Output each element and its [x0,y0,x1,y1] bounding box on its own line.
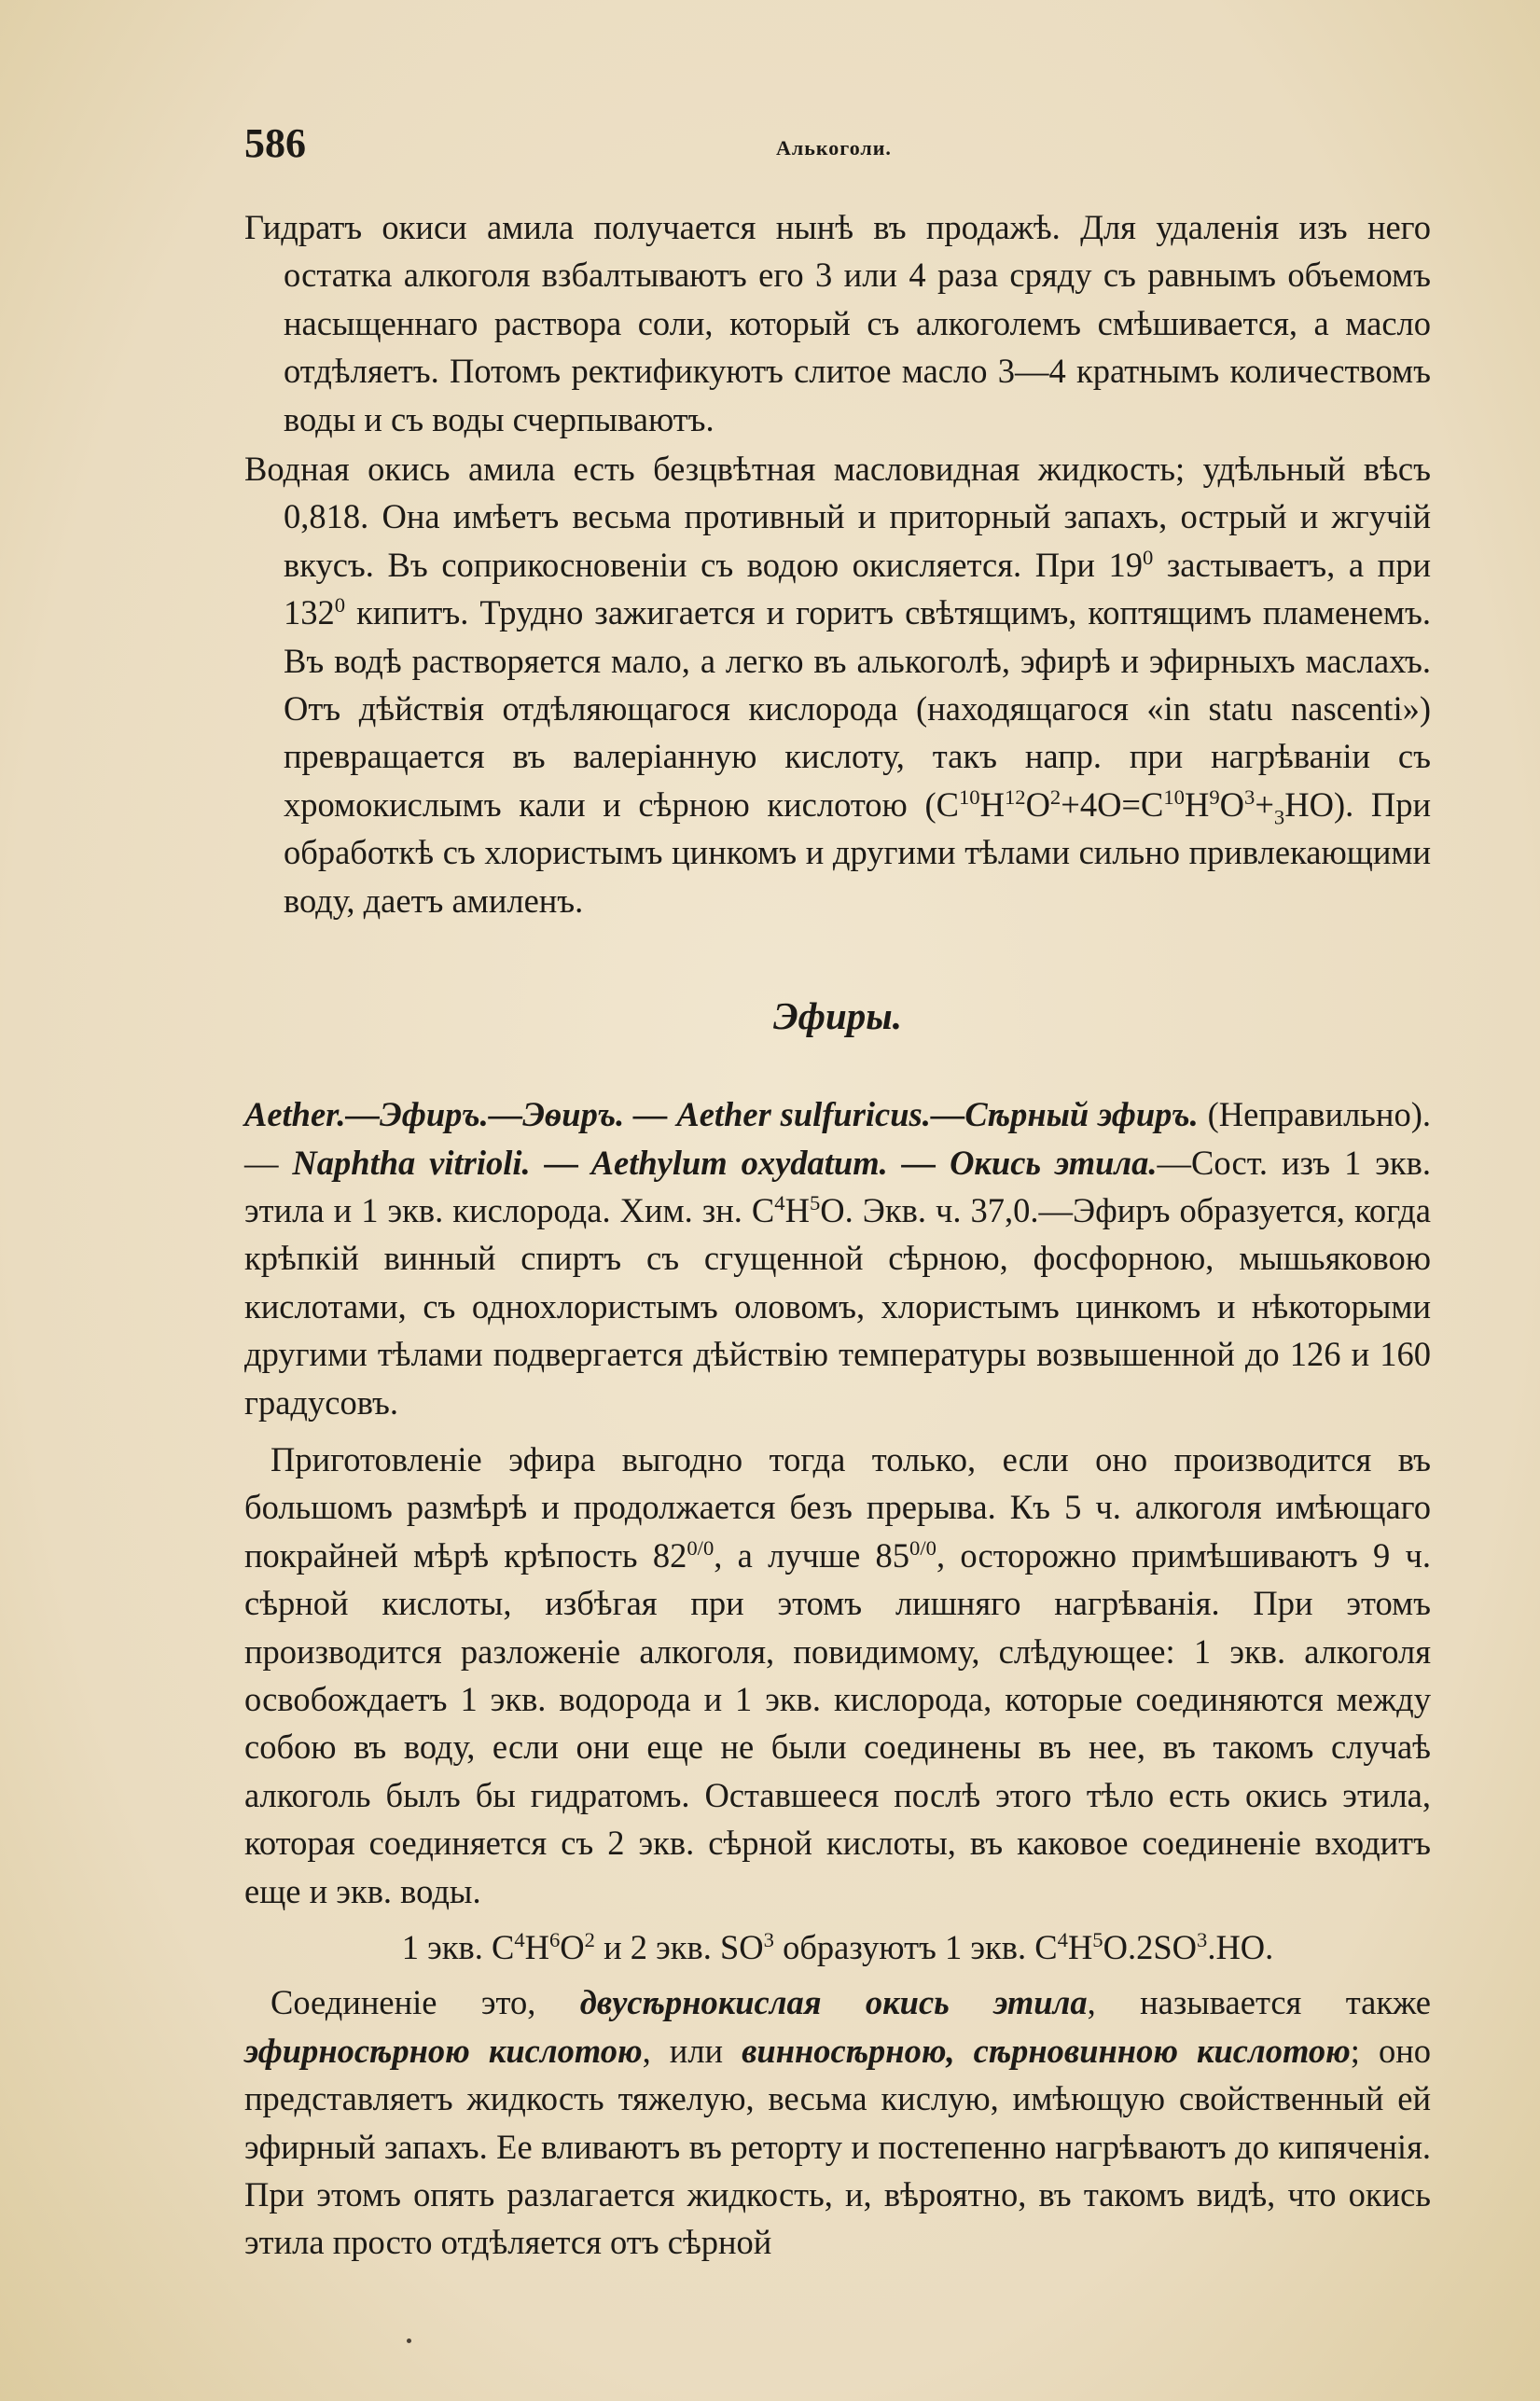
paragraph-amyl-hydrate: Гидратъ окиси амила получается нынѣ въ продажѣ. Для удаленія изъ него остатка алкоголя взбалтываютъ его 3 или 4 раза сряду съ равнымъ объемомъ насыщеннаго раствора соли, который съ алкоголемъ смѣшивается, а масло отдѣляетъ. Потомъ ректификуютъ слитое масло 3—4 кратнымъ количествомъ воды и съ воды счерпываютъ. [244,208,1431,438]
paragraph-ether-names: Aether.—Эфиръ.—Эѳиръ. — Aether sulfuricus.—Сѣрный эфиръ. (Неправильно). — Naphtha vitrioli. — Aethylum oxydatum. — Окись этила.—Сост. изъ 1 экв. этила и 1 экв. кислорода. Хим. зн. $C^4H^5O$. Экв. ч. 37,0.—Эфиръ образуется, когда крѣпкій винный спиртъ съ сгущенной сѣрною, фосфорною, мышьяковою кислотами, съ однохлористымъ оловомъ, хлористымъ цинкомъ и нѣкоторыми другими тѣлами подвергается дѣйствію температуры возвышенной до 126 и 160 градусовъ. [244,1095,1432,1422]
section-title: Эфиры. [772,994,903,1038]
formula-line: 1 экв. $C^4H^6O^2$ и 2 экв. $SO^3$ образуютъ 1 экв. $C^4H^5O.2SO^3.HO$. [401,1927,1274,1966]
paragraph-amyl-oxide-properties: Водная окись амила есть безцвѣтная масловидная жидкость; удѣльный вѣсъ 0,818. Она имѣетъ весьма противный и приторный запахъ, острый и жгучій вкусъ. Въ соприкосновеніи съ водою окисляется. При $19^0$ застываетъ, а при $132^0$ кипитъ. Трудно зажигается и горитъ свѣтящимъ, коптящимъ пламенемъ. Въ водѣ растворяется мало, а легко въ алькоголѣ, эфирѣ и эфирныхъ маслахъ. Отъ дѣйствія отдѣляющагося кислорода (находящагося «in statu nascenti») превращается въ валеріанную кислоту, такъ напр. при нагрѣваніи съ хромокислымъ кали и сѣрною кислотою $(C^{10}H^{12}O^2+4O=C^{10}H^9O^3+_3HO)$. При обработкѣ съ хлористымъ цинкомъ и другими тѣлами сильно привлекающими воду, даетъ амиленъ. [244,450,1431,920]
page-number: 586 [244,120,306,166]
ink-speck [407,2339,411,2343]
paragraph-ether-preparation: Приготовленіе эфира выгодно тогда только, если оно производится въ большомъ размѣрѣ и продолжается безъ прерыва. Къ 5 ч. алкоголя имѣющаго покрайней мѣрѣ крѣпость $82^{0/0}$, а лучше $85^{0/0}$, осторожно примѣшиваютъ 9 ч. сѣрной кислоты, избѣгая при этомъ лишняго нагрѣванія. При этомъ производится разложеніе алкоголя, повидимому, слѣдующее: 1 экв. алкоголя освобождаетъ 1 экв. водорода и 1 экв. кислорода, которые соединяются между собою въ воду, если они еще не были соединены въ нее, въ такомъ случаѣ алкоголь былъ бы гидратомъ. Оставшееся послѣ этого тѣло есть окись этила, которая соединяется съ 2 экв. сѣрной кислоты, въ каковое соединеніе входитъ еще и экв. воды. [244,1439,1432,1910]
page-header [244,119,1420,175]
page-body [244,203,1431,2275]
running-title: Алькоголи. [776,136,892,160]
paragraph-ethyl-sulfuric-acid: Соединеніе это, двусѣрнокислая окись этила, называется также эфирносѣрною кислотою, или винносѣрною, сѣрновинною кислотою; оно представляетъ жидкость тяжелую, весьма кислую, имѣющую свойственный ей эфирный запахъ. Ее вливаютъ въ реторту и постепенно нагрѣваютъ до кипяченія. При этомъ опять разлагается жидкость, и, вѣроятно, въ такомъ видѣ, что окись этила просто отдѣляется отъ сѣрной [244,1983,1432,2262]
